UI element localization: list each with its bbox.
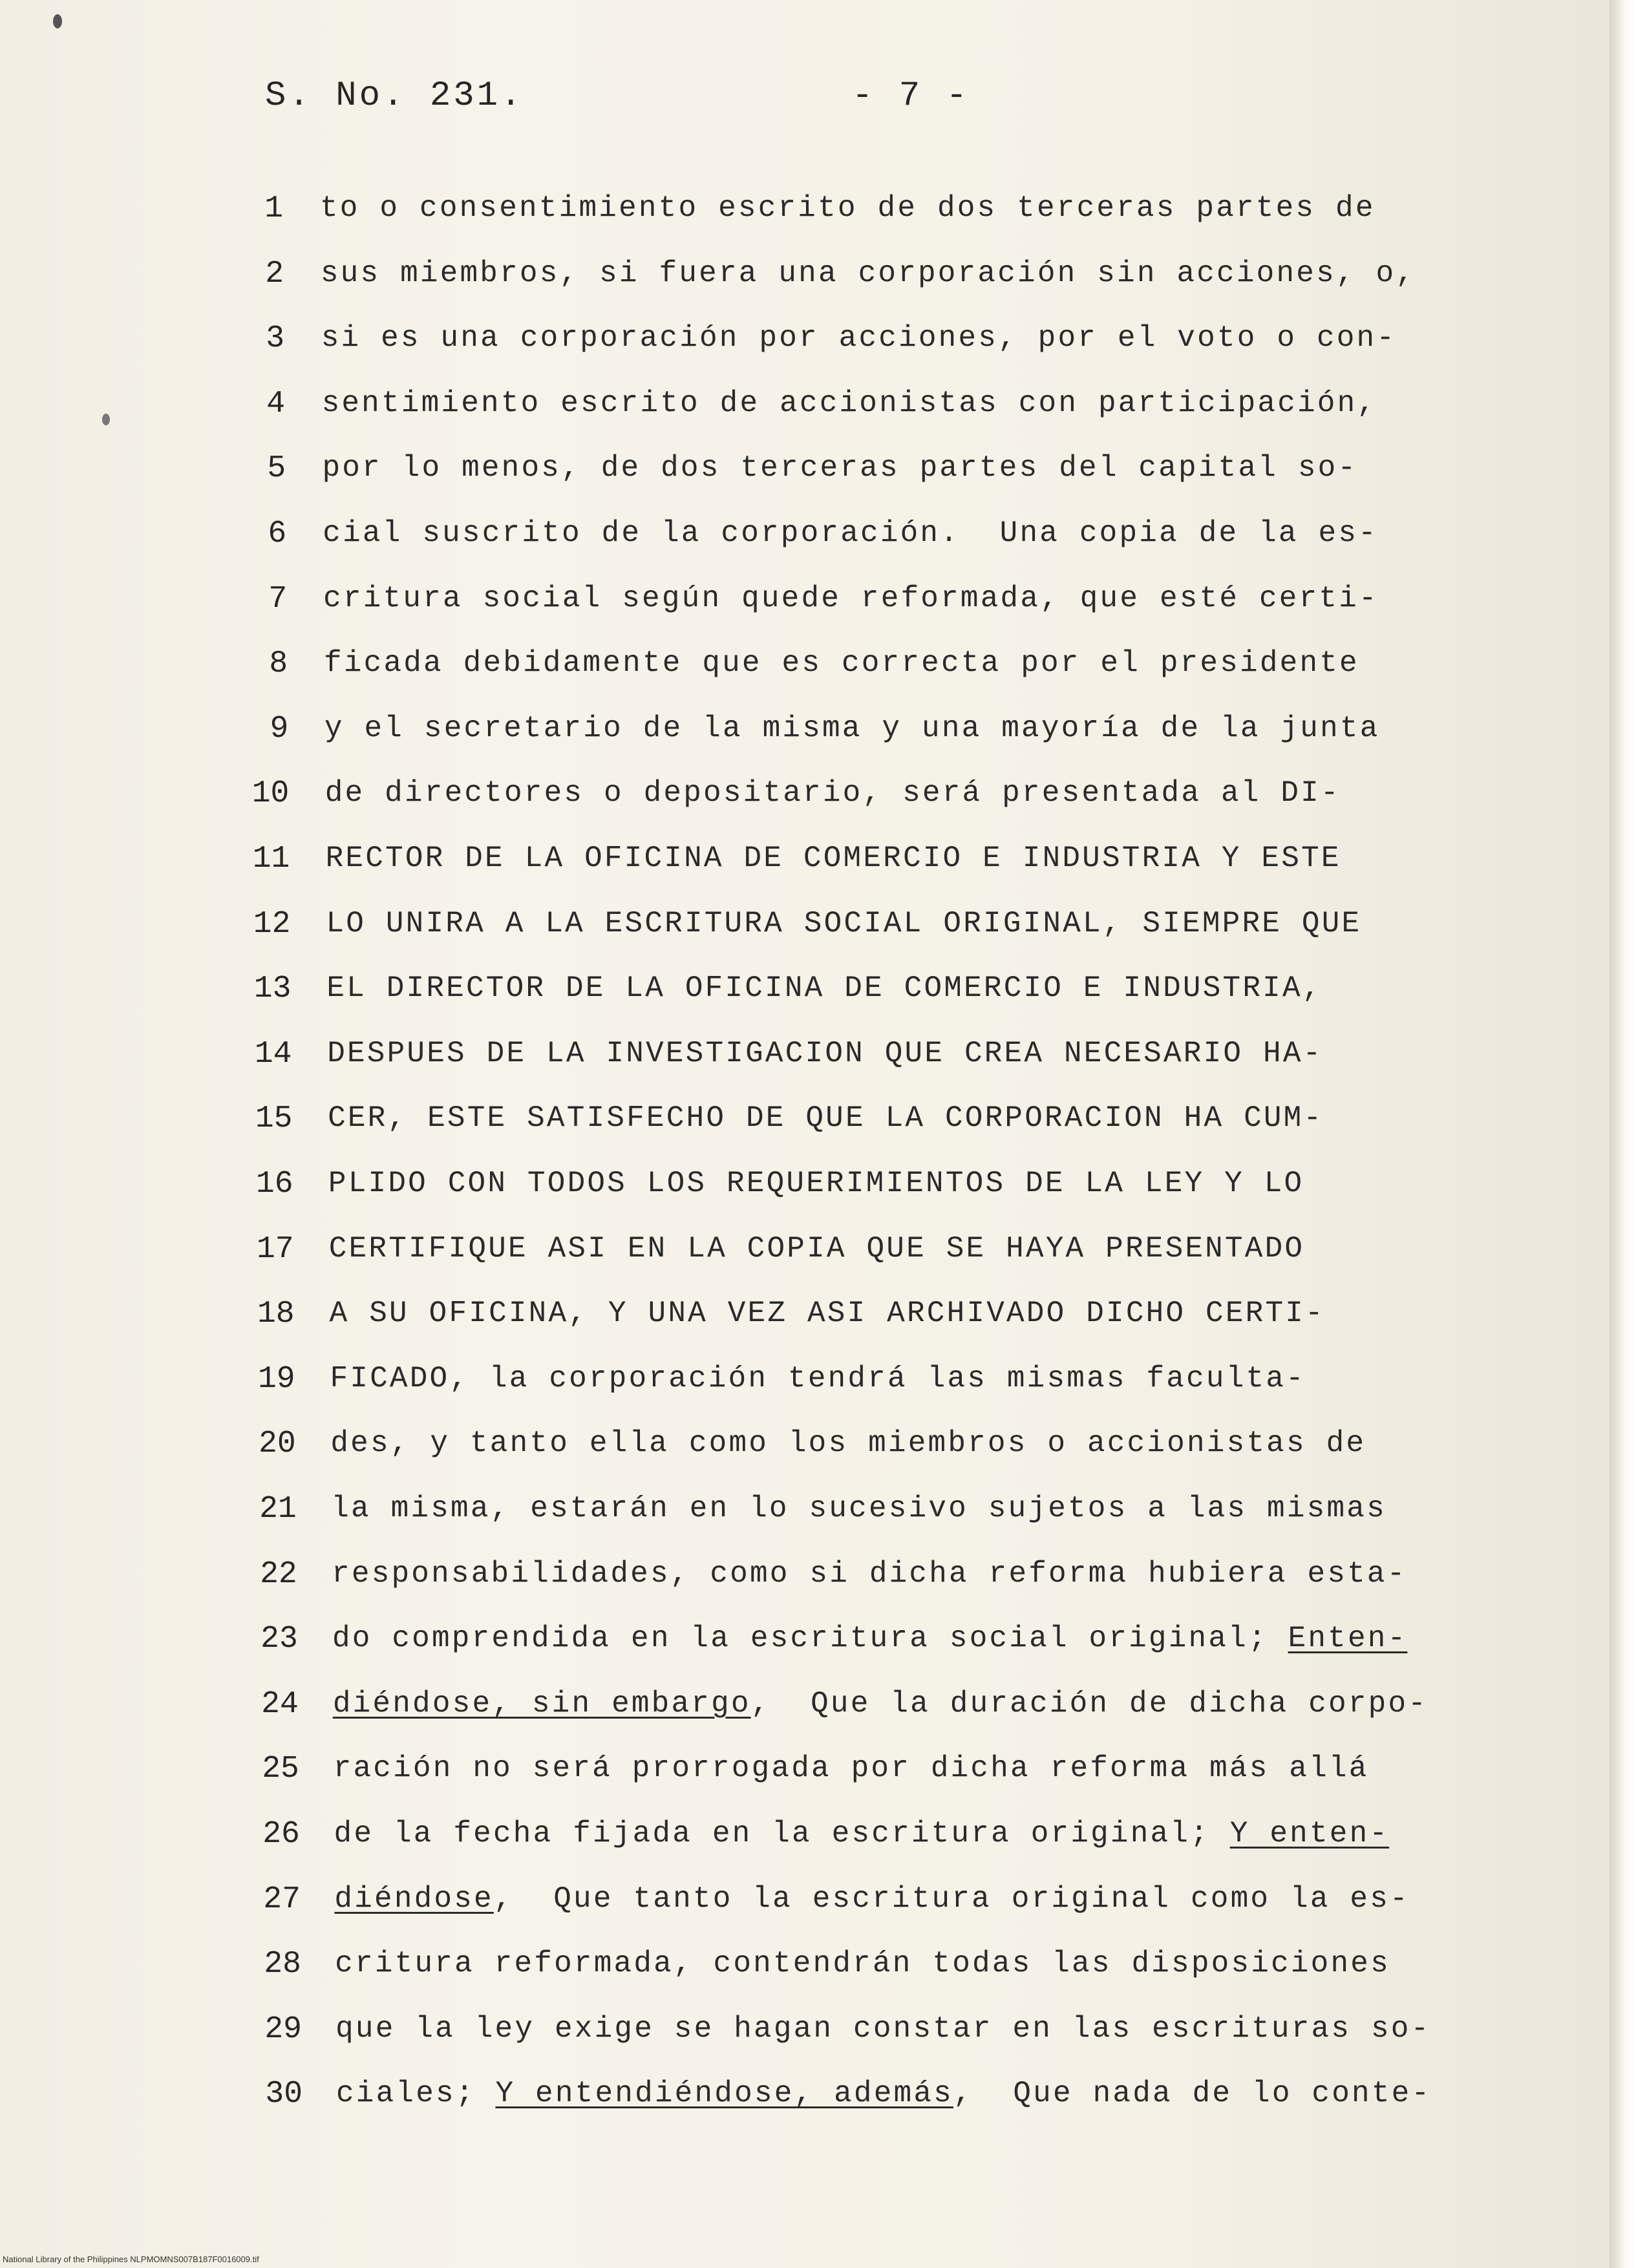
text-segment: si es una corporación por acciones, por el voto o con- <box>321 321 1397 355</box>
line-number: 2 <box>265 256 284 291</box>
line-text <box>328 1167 1304 1200</box>
text-segment: de directores o depositario, será presentada al DI- <box>324 776 1341 811</box>
line-number: 22 <box>260 1556 297 1592</box>
document-line <box>0 1297 1487 1342</box>
text-segment: sus miembros, si fuera una corporación sin acciones, o, <box>320 256 1416 290</box>
underlined-phrase: Enten- <box>1288 1622 1408 1656</box>
line-number: 18 <box>257 1297 295 1332</box>
line-number: 5 <box>267 451 286 487</box>
line-text <box>330 1297 1325 1330</box>
line-number: 7 <box>268 581 288 617</box>
document-line <box>0 1687 1487 1732</box>
line-number: 23 <box>260 1622 298 1657</box>
ink-speck <box>102 414 110 425</box>
line-number: 3 <box>266 321 285 357</box>
line-number: 13 <box>253 971 292 1007</box>
document-line <box>0 2012 1487 2057</box>
text-segment: cial suscrito de la corporación. Una copia de la es- <box>323 516 1378 550</box>
document-line <box>0 776 1487 821</box>
text-segment: to o consentimiento escrito de dos terceras partes de <box>320 191 1376 225</box>
document-line <box>0 1752 1487 1797</box>
document-line <box>0 646 1487 692</box>
text-segment: A SU OFICINA, Y UNA VEZ ASI ARCHIVADO DICHO CERTI- <box>329 1297 1325 1331</box>
document-line <box>0 712 1487 757</box>
document-line <box>0 451 1487 496</box>
line-text <box>335 2012 1430 2046</box>
document-line <box>0 1622 1487 1667</box>
text-segment: que la ley exige se hagan constar en las escrituras so- <box>335 2011 1431 2046</box>
text-segment: , Que la duración de dicha corpo- <box>750 1686 1429 1721</box>
document-line <box>0 321 1487 366</box>
document-line <box>0 1167 1487 1212</box>
document-line <box>0 907 1487 952</box>
text-segment: DESPUES DE LA INVESTIGACION QUE CREA NECESARIO HA- <box>327 1036 1323 1070</box>
document-line <box>0 1426 1487 1472</box>
line-text <box>330 1426 1366 1460</box>
text-segment: CERTIFIQUE ASI EN LA COPIA QUE SE HAYA PRESENTADO <box>328 1231 1305 1266</box>
line-text <box>326 907 1361 940</box>
document-line <box>0 1232 1487 1277</box>
scan-page-edge <box>1609 0 1636 2268</box>
line-number: 6 <box>268 516 287 551</box>
text-segment: de la fecha fijada en la escritura original; <box>334 1817 1230 1850</box>
line-number: 4 <box>266 386 286 421</box>
line-text <box>326 842 1341 875</box>
line-number: 15 <box>255 1101 293 1137</box>
ink-speck <box>53 14 62 28</box>
line-number: 20 <box>259 1426 296 1462</box>
line-text <box>331 1492 1386 1525</box>
line-number: 21 <box>259 1492 297 1527</box>
line-number: 8 <box>269 646 288 682</box>
line-text <box>329 1232 1304 1266</box>
text-segment: , Que nada de lo conte- <box>953 2077 1432 2111</box>
line-text <box>322 451 1357 485</box>
line-number: 29 <box>264 2011 302 2047</box>
document-line <box>0 842 1487 887</box>
document-line <box>0 971 1487 1017</box>
line-number: 19 <box>258 1361 295 1397</box>
document-line <box>0 1947 1487 1992</box>
line-text <box>324 712 1380 745</box>
document-line <box>0 1882 1487 1927</box>
page-number: - 7 - <box>852 76 970 116</box>
document-line <box>0 1362 1487 1407</box>
text-segment: EL DIRECTOR DE LA OFICINA DE COMERCIO E INDUSTRIA, <box>326 971 1323 1006</box>
text-segment: LO UNIRA A LA ESCRITURA SOCIAL ORIGINAL, SIEMPRE QUE <box>326 906 1362 940</box>
line-number: 9 <box>270 711 289 747</box>
line-text <box>321 257 1416 290</box>
line-number: 26 <box>262 1817 300 1852</box>
line-text <box>328 1101 1323 1135</box>
text-segment: sentimiento escrito de accionistas con participación, <box>321 386 1377 420</box>
line-text <box>334 1817 1390 1850</box>
line-text <box>322 387 1377 420</box>
text-segment: CER, ESTE SATISFECHO DE QUE LA CORPORACION HA CUM- <box>328 1101 1324 1136</box>
underlined-phrase: Y entendiéndose, además <box>495 2077 953 2111</box>
line-number: 16 <box>255 1167 293 1202</box>
line-text <box>334 1752 1369 1785</box>
text-segment: do comprendida en la escritura social original; <box>332 1622 1288 1656</box>
line-number: 25 <box>262 1752 299 1787</box>
scan-credit: National Library of the Philippines NLPMOMNS007B187F0016009.tif <box>3 2254 259 2264</box>
line-number: 10 <box>251 776 290 812</box>
document-line <box>0 1492 1487 1537</box>
document-line <box>0 582 1487 627</box>
line-number: 28 <box>264 1947 301 1982</box>
document-line <box>0 1557 1487 1602</box>
line-text <box>327 1037 1323 1070</box>
underlined-phrase: diéndose <box>334 1881 494 1916</box>
text-segment: la misma, estarán en lo sucesivo sujetos a las mismas <box>331 1492 1386 1525</box>
text-segment: , Que tanto la escritura original como la es- <box>493 1881 1410 1916</box>
document-line <box>0 1101 1487 1147</box>
line-number: 17 <box>256 1231 294 1267</box>
line-number: 14 <box>254 1036 292 1072</box>
document-line <box>0 387 1487 432</box>
line-number: 12 <box>253 906 291 942</box>
underlined-phrase: Y enten- <box>1229 1817 1390 1850</box>
text-segment: por lo menos, de dos terceras partes del capital so- <box>322 451 1358 485</box>
text-segment: critura social según quede reformada, que esté certi- <box>323 581 1379 615</box>
line-text <box>333 1687 1428 1721</box>
text-segment: FICADO, la corporación tendrá las mismas faculta- <box>330 1361 1306 1395</box>
document-line <box>0 191 1487 237</box>
document-line <box>0 1037 1487 1082</box>
line-text <box>332 1622 1407 1655</box>
text-segment: responsabilidades, como si dicha reforma hubiera esta- <box>332 1556 1407 1591</box>
line-text <box>326 971 1322 1005</box>
line-text <box>321 321 1396 355</box>
text-segment: ración no será prorrogada por dicha reforma más allá <box>333 1752 1369 1786</box>
line-text <box>336 2077 1431 2110</box>
line-text <box>320 191 1376 225</box>
line-number: 24 <box>261 1686 299 1722</box>
line-text <box>325 776 1341 810</box>
line-number: 27 <box>263 1881 301 1917</box>
line-text <box>324 646 1359 680</box>
line-number: 11 <box>252 842 290 876</box>
line-text <box>330 1362 1306 1395</box>
text-segment: y el secretario de la misma y una mayoría de la junta <box>324 711 1380 745</box>
line-number: 30 <box>265 2077 303 2112</box>
line-text <box>323 516 1378 550</box>
document-line <box>0 1817 1487 1862</box>
underlined-phrase: diéndose, sin embargo <box>332 1686 751 1721</box>
document-line <box>0 257 1487 302</box>
document-line <box>0 2077 1487 2122</box>
line-text <box>332 1557 1407 1591</box>
line-number: 1 <box>264 191 283 226</box>
line-text <box>323 582 1379 615</box>
text-segment: ficada debidamente que es correcta por el presidente <box>324 646 1359 681</box>
document-line <box>0 516 1487 562</box>
line-text <box>334 1882 1409 1916</box>
text-segment: RECTOR DE LA OFICINA DE COMERCIO E INDUSTRIA Y ESTE <box>325 842 1341 875</box>
text-segment: critura reformada, contendrán todas las disposiciones <box>335 1947 1390 1981</box>
bill-number: S. No. 231. <box>265 76 524 116</box>
text-segment: ciales; <box>336 2077 496 2111</box>
line-text <box>335 1947 1390 1980</box>
text-segment: PLIDO CON TODOS LOS REQUERIMIENTOS DE LA LEY Y LO <box>328 1167 1304 1200</box>
text-segment: des, y tanto ella como los miembros o accionistas de <box>330 1426 1366 1461</box>
